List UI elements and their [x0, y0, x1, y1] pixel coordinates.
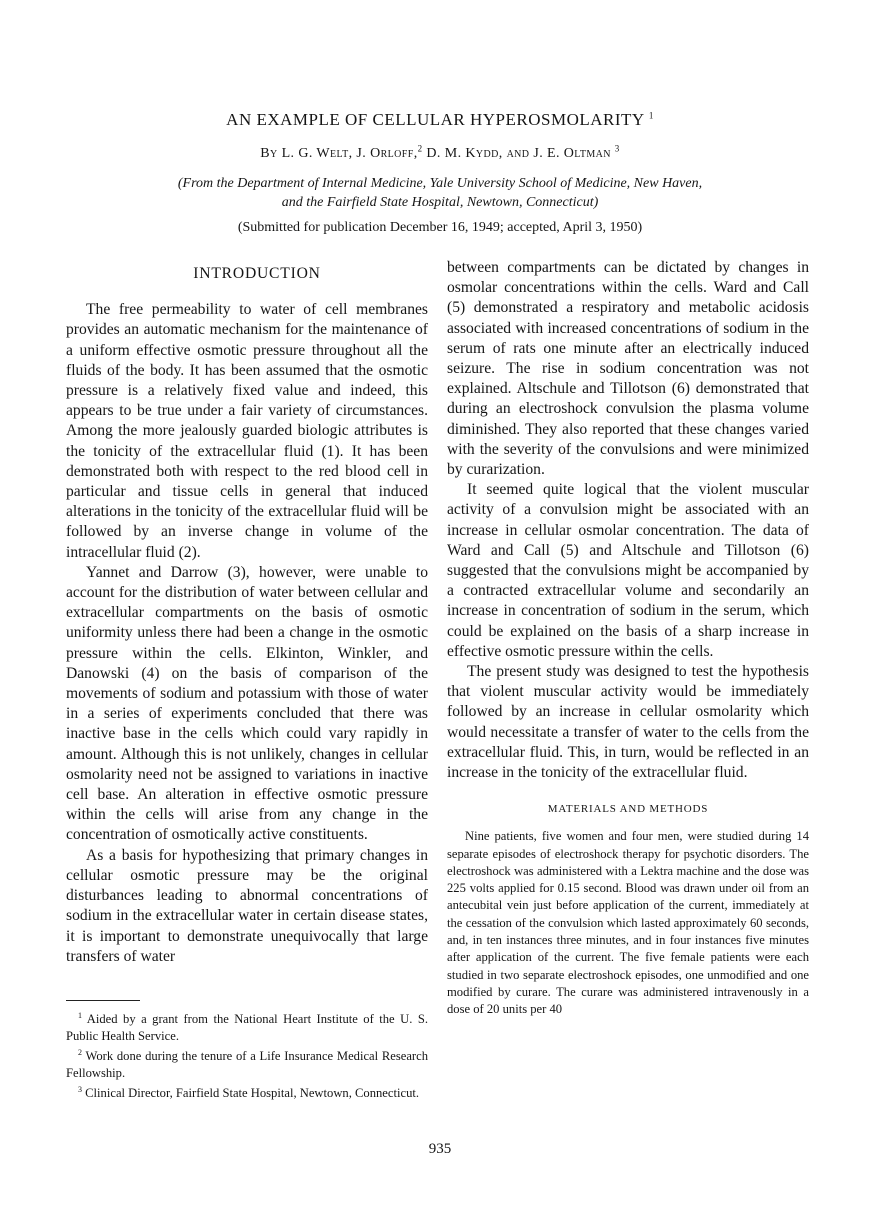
- footnote-rule: [66, 1000, 140, 1001]
- page-number: 935: [428, 1141, 452, 1157]
- paragraph: As a basis for hypothesizing that primary changes in cellular osmotic pressure may be the original disturbances leading to abnormal concentrations of sodium in the extracellular water in certain disease states, it is important to demonstrate unequivocally that large transfers of water: [66, 846, 428, 965]
- paragraph: It seemed quite logical that the violent muscular activity of a convulsion might be associated with an increase in cellular osmolar concentration. The data of Ward and Call (5) and Altschule and Tillotson (6) suggested that the convulsions might be accompanied by a contracted extracellular volume and secondarily an increase in concentration of sodium in the serum, which could be explained on the basis of a sharp increase in effective osmotic pressure within the cells.: [447, 481, 809, 660]
- author-line: By L. G. Welt, J. Orloff,$^2$ D. M. Kydd, and J. E. Oltman $^3$: [260, 143, 620, 161]
- footnote: $^1$ Aided by a grant from the National Heart Institute of the U. S. Public Health Service.: [66, 1011, 428, 1043]
- footnotes: [66, 1008, 428, 1102]
- paragraph: Nine patients, five women and four men, were studied during 14 separate episodes of electroshock therapy for psychotic disorders. The electroshock was administered with a Lektra machine and the dose was 225 volts applied for 0.15 second. Blood was drawn under oil from an antecubital vein just before application of the current, immediately at the cessation of the convulsion which lasted approximately 60 seconds, and, in ten instances three minutes, and in four instances five minutes after application of the current. The five female patients were each studied in two separate electroshock episodes, one unmodified and one modified by curare. The curare was administered intravenously in a dose of 20 units per 40: [447, 829, 809, 1017]
- section-heading-methods: MATERIALS AND METHODS: [547, 803, 709, 816]
- left-column: [66, 264, 428, 967]
- right-column: [447, 258, 809, 1019]
- paragraph: The free permeability to water of cell membranes provides an automatic mechanism for the maintenance of a uniform effective osmotic pressure throughout all the fluids of the body. It has been assumed that the osmotic pressure is a relatively fixed value and indeed, this appears to be true under a fair variety of circumstances. Among the more jealously guarded biologic attributes is the tonicity of the extracellular fluid (1). It has been demonstrated both with respect to the red blood cell in particular and tissue cells in general that induced alterations in the tonicity of the extracellular fluid will be followed by an inverse change in volume of the intracellular fluid (2).: [66, 301, 428, 561]
- section-heading-introduction: INTRODUCTION: [193, 265, 321, 282]
- paragraph: between compartments can be dictated by changes in osmolar concentrations within the cells. Ward and Call (5) demonstrated a respiratory and metabolic acidosis associated with increased concentrations of sodium in the serum of rats one minute after an electrically induced seizure. The rise in sodium concentration was not explained. Altschule and Tillotson (6) demonstrated that during an electroshock convulsion the plasma volume diminished. They also reported that these changes varied with the severity of the convulsions and were minimized by curarization.: [447, 259, 809, 479]
- paragraph: Yannet and Darrow (3), however, were unable to account for the distribution of water between cellular and extracellular compartments on the basis of osmotic uniformity unless there had been a change in the osmotic pressure within the cells. Elkinton, Winkler, and Danowski (4) on the basis of comparison of the movements of sodium and potassium with those of water in a series of experiments concluded that there was inactive base in the cells which could vary rapidly in amount. Although this is not unlikely, changes in cellular osmolarity need not be assigned to variations in inactive cell base. An alteration in effective osmotic pressure within the cells will arise from any change in the concentration of osmotically active constituents.: [66, 563, 428, 844]
- footnote: $^3$ Clinical Director, Fairfield State Hospital, Newtown, Connecticut.: [78, 1084, 420, 1100]
- paragraph: The present study was designed to test the hypothesis that violent muscular activity would be immediately followed by an increase in cellular osmolarity which would necessitate a transfer of water to the cells from the extracellular fluid. This, in turn, would be reflected in an increase in the tonicity of the extracellular fluid.: [447, 663, 809, 782]
- affiliation: (From the Department of Internal Medicine, Yale University School of Medicine, New Haven, and the Fairfield State Hospital, Newtown, Connecticut): [177, 176, 703, 210]
- footnote: $^2$ Work done during the tenure of a Life Insurance Medical Research Fellowship.: [66, 1047, 429, 1080]
- submission-dates: (Submitted for publication December 16, 1949; accepted, April 3, 1950): [237, 220, 643, 235]
- paper-title: AN EXAMPLE OF CELLULAR HYPEROSMOLARITY $^1$: [226, 110, 654, 129]
